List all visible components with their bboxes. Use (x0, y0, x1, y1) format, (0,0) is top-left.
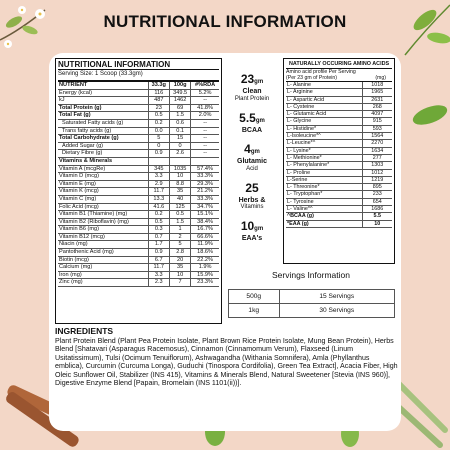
amino-subheading: Amino acid profile Per Serving (Per 23 gm of Protein) (mg) (286, 69, 392, 82)
highlight-bcaa: 5.5gm BCAA (239, 110, 265, 134)
table-row: L- Glutamic Acid 4097 (286, 111, 392, 118)
basil-leaf-icon (405, 95, 450, 135)
table-row: Saturated Fatty acids (g) 0.2 0.6 -- (58, 119, 219, 127)
table-row: L- Alanine 1018 (286, 82, 392, 89)
highlight-herbs: 25 Herbs & Vitamins (238, 180, 266, 210)
table-row: L- Threonine* 895 (286, 184, 392, 191)
table-row: Zinc (mg) 2.3 7 23.3% (58, 279, 219, 287)
table-row: ^BCAA (g) 5.5 (286, 213, 392, 220)
table-row: L-Serine 1219 (286, 176, 392, 183)
highlight-eaa: 10gm EAA's (240, 219, 264, 242)
table-row: 1kg 30 Servings (229, 304, 395, 318)
table-row: L- Phenylalanine* 1303 (286, 162, 392, 169)
table-row: L-Leucine*^ 2270 (286, 140, 392, 147)
table-row: Vitamin E (mg) 2.9 8.8 29.3% (58, 180, 219, 188)
table-row: 500g 15 Servings (229, 290, 395, 304)
highlight-protein: 23gm Clean Plant Protein (234, 72, 270, 102)
table-row: Vitamin B2 (Riboflavin) (mg) 0.5 1.5 38.4% (58, 218, 219, 226)
table-row: L- Arginine 1965 (286, 89, 392, 96)
table-row: Total Fat (g) 0.5 1.5 2.0% (58, 112, 219, 120)
table-row: L- Methionine* 277 (286, 154, 392, 161)
table-row: L- Proline 1012 (286, 169, 392, 176)
highlights-column (224, 70, 280, 249)
table-row: Folic Acid (mcg) 41.6 125 34.7% (58, 203, 219, 211)
table-row: Vitamin C (mg) 13.3 40 33.3% (58, 195, 219, 203)
table-row: Niacin (mg) 1.7 5 11.9% (58, 241, 219, 249)
table-row: Biotin (mcg) 6.7 20 22.2% (58, 256, 219, 264)
ingredients-section (55, 327, 398, 388)
table-row: L- Glycine 915 (286, 118, 392, 125)
table-row: L- Cysteine 268 (286, 103, 392, 110)
amino-heading: NATURALLY OCCURING AMINO ACIDS (286, 60, 392, 69)
table-row: Vitamin A (mcgRe) 345 1035 57.4% (58, 165, 219, 173)
table-row: L- Tyrosine 654 (286, 198, 392, 205)
table-row: L- Lysine* 1634 (286, 147, 392, 154)
table-row: Dietary Fibre (g) 0.9 2.6 -- (58, 150, 219, 158)
table-row: Vitamin B12 (mcg) 0.7 2 66.6% (58, 233, 219, 241)
nutrition-facts-panel (55, 58, 222, 324)
page-title: NUTRITIONAL INFORMATION (103, 12, 347, 31)
serving-size: Serving Size: 1 Scoop (33.3gm) (58, 70, 219, 82)
table-row: Vitamin B6 (mg) 0.3 1 16.7% (58, 226, 219, 234)
table-row: L- Tryptophan* 233 (286, 191, 392, 198)
table-row: Calcium (mg) 11.7 35 1.9% (58, 264, 219, 272)
table-row: Trans fatty acids (g) 0.0 0.1 -- (58, 127, 219, 135)
amino-table (286, 82, 392, 228)
table-row: Vitamins & Minerals (58, 157, 219, 165)
table-row: Vitamin B1 (Thiamine) (mg) 0.2 0.5 15.1% (58, 211, 219, 219)
servings-title: Servings Information (272, 270, 350, 280)
table-row: L- Histidine* 593 (286, 125, 392, 132)
table-row: L- Aspartic Acid 2631 (286, 96, 392, 103)
amino-acid-panel (283, 58, 395, 264)
servings-table (228, 289, 395, 318)
table-row: Vitamin K (mcg) 11.7 35 21.2% (58, 188, 219, 196)
ingredients-text: Plant Protein Blend (Plant Pea Protein Isolate, Plant Brown Rice Protein Isolate, Mung Bean Protein), Herbs Blend [Shatavari (Asparagus Racemosus), Cinnamon (Cinnamomum Verum), Flaxseed (Linum Usitatissimum), Tulsi (Ocimum Tenuiflorum), Ashwagandha (Withania Somnifera), Amla (Phyllanthus emblica), Curcumin (Curcuma Longa), Guduchi (Tinospora Cordifolia), Green Tea Extract], Acacia Fiber, High Oleic Sunflower Oil, Stabilizer (INS 415), Vitamins & Minerals Blend, Natural Sweetener [Stevia (INS 960)], Digestive Enzyme Blend [Papain, Bromelain (INS 1101(ii))]. (55, 336, 398, 387)
table-row: Total Carbohydrate (g) 5 15 -- (58, 135, 219, 143)
table-row: Energy (kcal) 116 349.5 5.2% (58, 89, 219, 97)
table-row: L- Valine*^ 1686 (286, 206, 392, 213)
table-row: L-Isoleucine*^ 1564 (286, 133, 392, 140)
table-row: *EAA (g) 10 (286, 220, 392, 227)
table-row: Vitamin D (mcg) 3.3 10 33.3% (58, 173, 219, 181)
table-row: Iron (mg) 3.3 10 15.9% (58, 271, 219, 279)
table-row: Added Sugar (g) 0 0 -- (58, 142, 219, 150)
table-header: NUTRIENT 33.3g 100g #%RDA (58, 82, 219, 89)
nutrition-table (58, 82, 219, 287)
facts-heading: NUTRITIONAL INFORMATION (58, 60, 219, 70)
table-row: Pantothenic Acid (mg) 0.9 2.8 18.6% (58, 249, 219, 257)
table-row: kJ 487 1462 -- (58, 97, 219, 105)
ingredients-heading: INGREDIENTS (55, 326, 114, 336)
highlight-glutamic: 4gm Glutamic Acid (237, 142, 267, 172)
table-row: Total Protein (g) 23 69 41.8% (58, 104, 219, 112)
